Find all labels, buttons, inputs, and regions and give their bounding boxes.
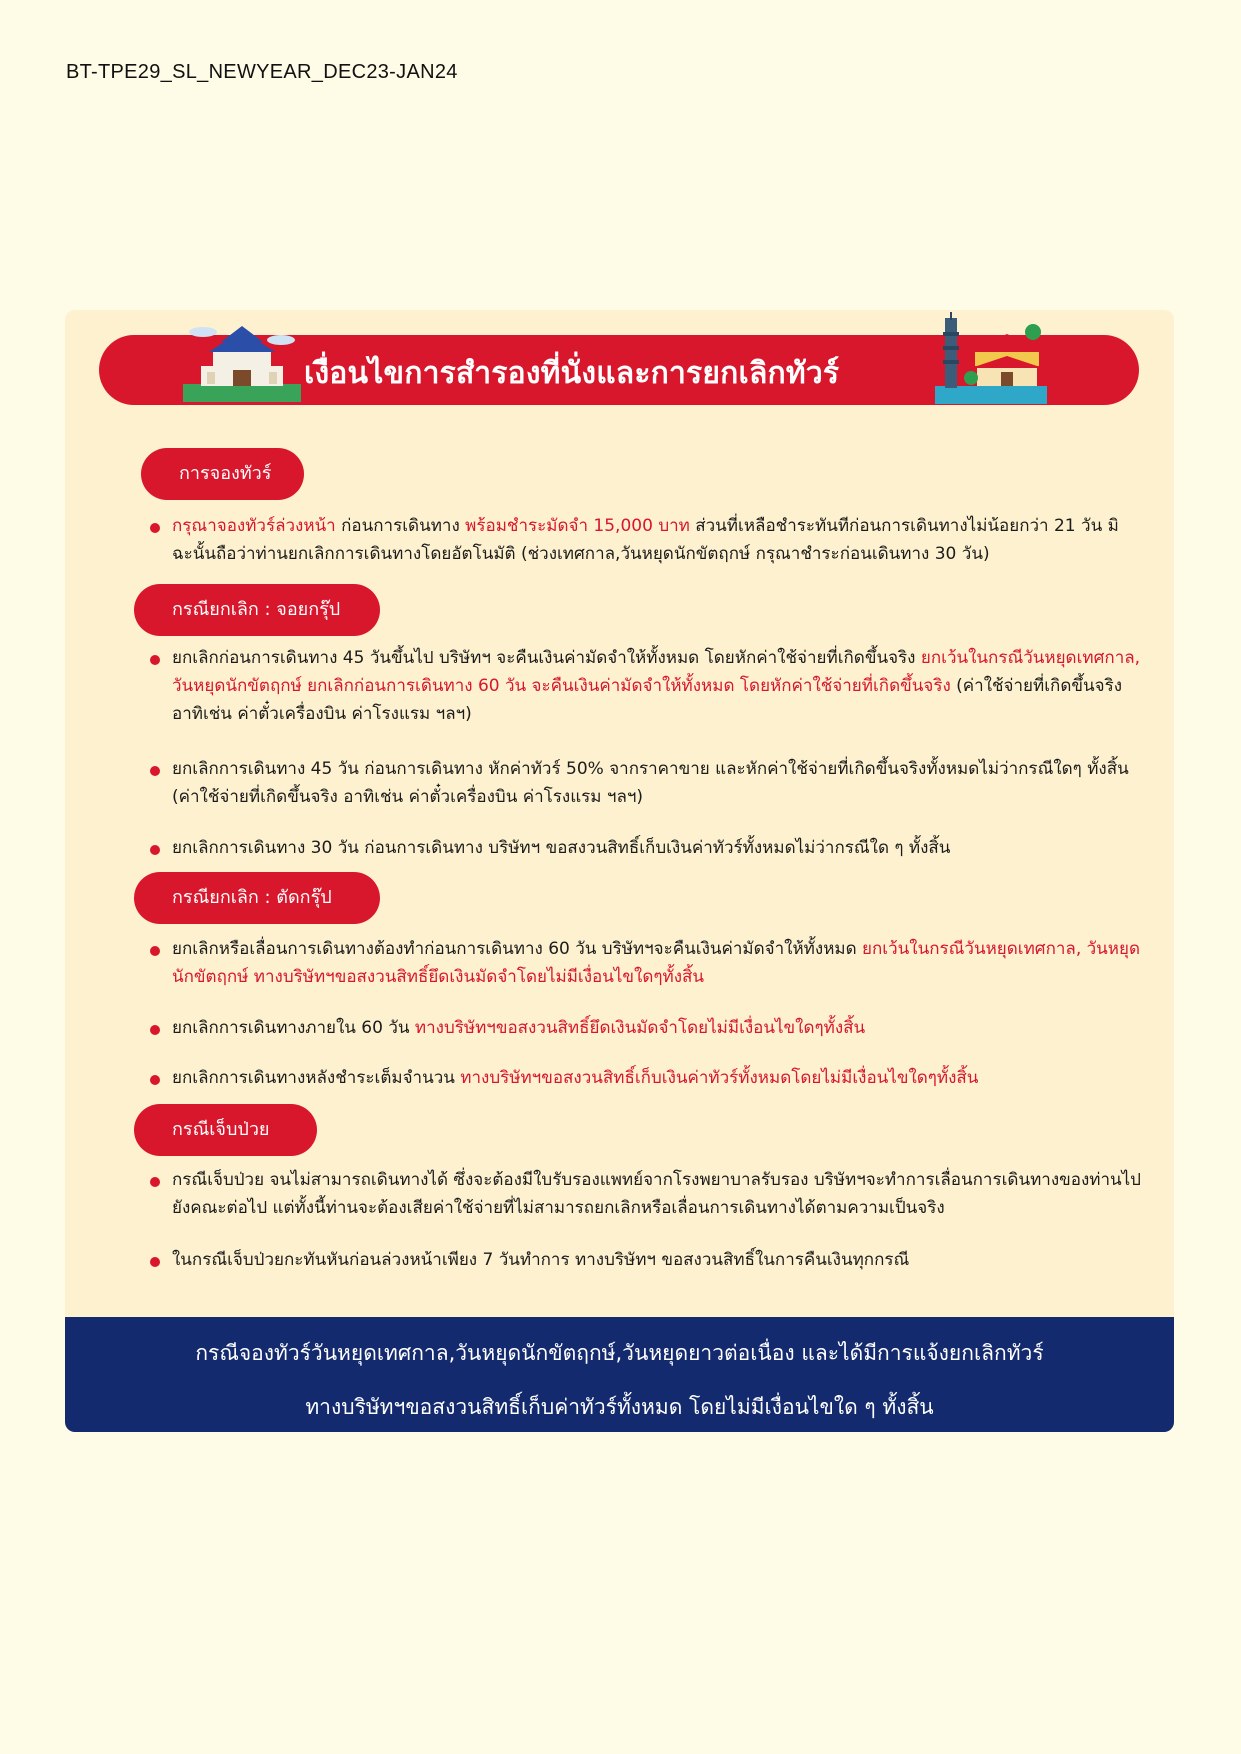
footer-line-2: ทางบริษัทฯขอสงวนสิทธิ์เก็บค่าทัวร์ทั้งหมด โดยไม่มีเงื่อนไขใด ๆ ทั้งสิ้น [305, 1395, 934, 1419]
section-heading-illness: กรณีเจ็บป่วย [134, 1104, 317, 1156]
highlight-text: ยกเว้นในกรณีวันหยุดเทศกาล, วันหยุดนักขัตฤกษ์ ทางบริษัทฯขอสงวนสิทธิ์ยึดเงินมัดจำโดยไม่มีเงื่อนไขใดๆทั้งสิ้น [172, 939, 1141, 987]
list-item [150, 1014, 1155, 1042]
body-text: ก่อนการเดินทาง [335, 516, 466, 536]
bullet-icon [150, 655, 160, 665]
bullet-icon [150, 523, 160, 533]
bullet-icon [150, 1257, 160, 1267]
highlight-text: พร้อมชำระมัดจำ 15,000 บาท [465, 516, 690, 536]
bullet-icon [150, 766, 160, 776]
list-item [150, 512, 1155, 568]
bullet-icon [150, 1025, 160, 1035]
body-text: ยกเลิกก่อนการเดินทาง 45 วันขึ้นไป บริษัทฯ จะคืนเงินค่ามัดจำให้ทั้งหมด โดยหักค่าใช้จ่ายที่เกิดขึ้นจริง [172, 648, 921, 668]
body-text: ส่วนที่เหลือชำระทันทีก่อนการเดินทางไม่น้อยกว่า 21 วัน มิฉะนั้นถือว่าท่านยกเลิกการเดินทางโดยอัตโนมัติ (ช่วงเทศกาล,วันหยุดนักขัตฤกษ์ กรุณาชำระก่อนเดินทาง 30 วัน) [172, 516, 1119, 564]
taipei-landmarks-illustration [935, 312, 1047, 404]
highlight-text: ทางบริษัทฯขอสงวนสิทธิ์ยึดเงินมัดจำโดยไม่มีเงื่อนไขใดๆทั้งสิ้น [414, 1018, 866, 1038]
body-text: ยกเลิกการเดินทาง 45 วัน ก่อนการเดินทาง หักค่าทัวร์ 50% จากราคาขาย และหักค่าใช้จ่ายที่เกิดขึ้นจริงทั้งหมดไม่ว่ากรณีใดๆ ทั้งสิ้น (ค่าใช้จ่ายที่เกิดขึ้นจริง อาทิเช่น ค่าตั๋วเครื่องบิน ค่าโรงแรม ฯลฯ) [172, 759, 1129, 807]
body-text: ยกเลิกการเดินทางภายใน 60 วัน [172, 1018, 415, 1038]
list-item [150, 644, 1155, 728]
document-code: BT-TPE29_SL_NEWYEAR_DEC23-JAN24 [66, 61, 458, 83]
highlight-text: ยกเว้นในกรณีวันหยุดเทศกาล, วันหยุดนักขัตฤกษ์ ยกเลิกก่อนการเดินทาง 60 วัน จะคืนเงินค่ามัดจำให้ทั้งหมด โดยหักค่าใช้จ่ายที่เกิดขึ้นจริง [172, 648, 1141, 696]
section-heading-cancel-private: กรณียกเลิก : ตัดกรุ๊ป [134, 872, 380, 924]
footer-line-1: กรณีจองทัวร์วันหยุดเทศกาล,วันหยุดนักขัตฤกษ์,วันหยุดยาวต่อเนื่อง และได้มีการแจ้งยกเลิกทัวร์ [195, 1341, 1044, 1365]
body-text: ยกเลิกหรือเลื่อนการเดินทางต้องทำก่อนการเดินทาง 60 วัน บริษัทฯจะคืนเงินค่ามัดจำให้ทั้งหมด [172, 939, 863, 959]
bullet-icon [150, 946, 160, 956]
bullet-icon [150, 845, 160, 855]
list-item [150, 1166, 1155, 1222]
list-item [150, 1246, 1155, 1274]
footer-notice [65, 1317, 1174, 1432]
list-item [150, 834, 1155, 862]
list-item [150, 935, 1155, 991]
highlight-text: ทางบริษัทฯขอสงวนสิทธิ์เก็บเงินค่าทัวร์ทั้งหมดโดยไม่มีเงื่อนไขใดๆทั้งสิ้น [460, 1068, 979, 1088]
body-text: ยกเลิกการเดินทางหลังชำระเต็มจำนวน [172, 1068, 461, 1088]
list-item [150, 1064, 1155, 1092]
list-item [150, 755, 1155, 811]
body-text: ในกรณีเจ็บป่วยกะทันหันก่อนล่วงหน้าเพียง 7 วันทำการ ทางบริษัทฯ ขอสงวนสิทธิ์ในการคืนเงินทุกกรณี [172, 1250, 910, 1270]
banner-title: เงื่อนไขการสำรองที่นั่งและการยกเลิกทัวร์ [304, 356, 840, 391]
section-heading-booking: การจองทัวร์ [141, 448, 304, 500]
bullet-icon [150, 1075, 160, 1085]
memorial-hall-illustration [183, 322, 301, 402]
bullet-icon [150, 1177, 160, 1187]
body-text: ยกเลิกการเดินทาง 30 วัน ก่อนการเดินทาง บริษัทฯ ขอสงวนสิทธิ์เก็บเงินค่าทัวร์ทั้งหมดไม่ว่ากรณีใด ๆ ทั้งสิ้น [172, 838, 951, 858]
section-heading-cancel-join: กรณียกเลิก : จอยกรุ๊ป [134, 584, 380, 636]
highlight-text: กรุณาจองทัวร์ล่วงหน้า [172, 516, 336, 536]
body-text: (ค่าใช้จ่ายที่เกิดขึ้นจริง อาทิเช่น ค่าตั๋วเครื่องบิน ค่าโรงแรม ฯลฯ) [172, 676, 1122, 724]
body-text: กรณีเจ็บป่วย จนไม่สามารถเดินทางได้ ซึ่งจะต้องมีใบรับรองแพทย์จากโรงพยาบาลรับรอง บริษัทฯจะทำการเลื่อนการเดินทางของท่านไปยังคณะต่อไป แต่ทั้งนี้ท่านจะต้องเสียค่าใช้จ่ายที่ไม่สามารถยกเลิกหรือเลื่อนการเดินทางได้ตามความเป็นจริง [172, 1170, 1141, 1218]
